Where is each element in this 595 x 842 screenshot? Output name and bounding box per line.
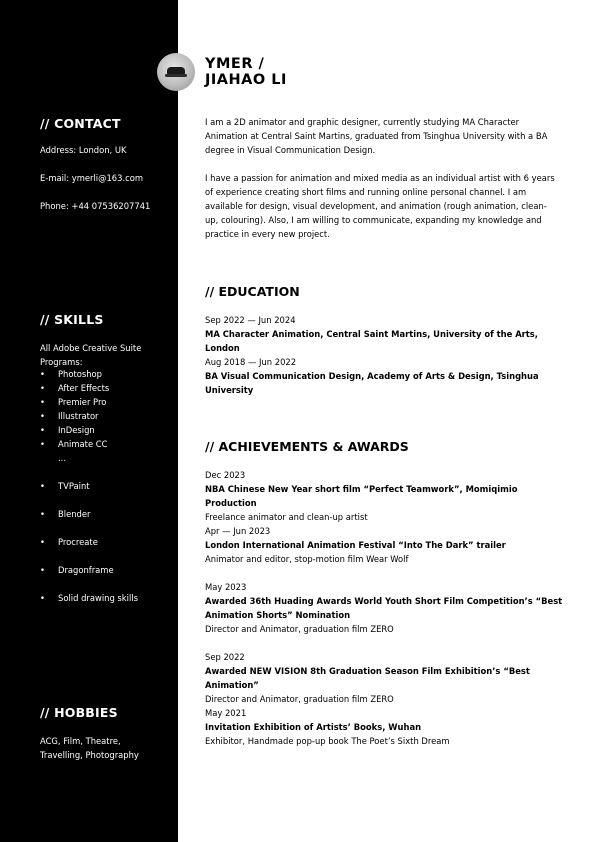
entry-role: Freelance animator and clean-up artist (205, 512, 368, 522)
entry-date: Dec 2023 (205, 470, 246, 480)
skills-list (40, 341, 175, 603)
education-entry (205, 313, 565, 355)
contact-email[interactable]: E-mail: ymerli@163.com (40, 173, 144, 183)
entry-title: MA Character Animation, Central Saint Martins, University of the Arts, London (205, 329, 538, 353)
page-title (205, 56, 287, 88)
skill-item: • Photoshop (40, 369, 103, 379)
hobbies-line2: Travelling, Photography (40, 750, 139, 760)
achievement-entry (205, 524, 565, 566)
entry-title: Awarded 36th Huading Awards World Youth Short Film Competition’s “Best Animation Shorts” Nomination (205, 596, 563, 620)
entry-date: Sep 2022 — Jun 2024 (205, 315, 296, 325)
skill-item: • Premier Pro (40, 397, 107, 407)
entry-date: Aug 2018 — Jun 2022 (205, 357, 297, 367)
entry-title: NBA Chinese New Year short film “Perfect Teamwork”, Momiqimio Production (205, 484, 518, 508)
hobbies-line1: ACG, Film, Theatre, (40, 736, 121, 746)
achievement-entry (205, 580, 565, 636)
hobbies-heading: // HOBBIES (40, 705, 118, 720)
skills-intro-line2: Programs: (40, 357, 83, 367)
entry-role: Animator and editor, stop-motion film Wear Wolf (205, 554, 409, 564)
entry-date: Apr — Jun 2023 (205, 526, 271, 536)
skills-intro-line1: All Adobe Creative Suite (40, 343, 142, 353)
education-heading: // EDUCATION (205, 284, 300, 299)
skill-item: • Blender (40, 509, 91, 519)
contact-address: Address: London, UK (40, 145, 127, 155)
achievements-heading: // ACHIEVEMENTS & AWARDS (205, 439, 409, 454)
about-paragraph-2: I have a passion for animation and mixed media as an individual artist with 6 years of experience creating short films and running online personal channel. I am available for design, visual development, and animation (rough animation, clean-up, colouring). Also, I am willing to communicate, expanding my knowledge and practice in every new project. (205, 173, 555, 239)
name-line2: JIAHAO LI (205, 72, 287, 88)
skill-item: • InDesign (40, 425, 95, 435)
achievement-entry (205, 468, 565, 524)
achievement-entry (205, 706, 565, 748)
skill-item: • Dragonframe (40, 565, 114, 575)
achievement-entry (205, 650, 565, 706)
entry-title: London International Animation Festival “Into The Dark” trailer (205, 540, 506, 550)
entry-title: Awarded NEW VISION 8th Graduation Season Film Exhibition’s “Best Animation” (205, 666, 530, 690)
contact-phone[interactable]: Phone: +44 07536207741 (40, 201, 151, 211)
skill-item: • Animate CC (40, 439, 108, 449)
skill-item: • Illustrator (40, 411, 99, 421)
skill-item: • Procreate (40, 537, 98, 547)
skill-item: • TVPaint (40, 481, 90, 491)
education-entry (205, 355, 565, 397)
about-paragraph-1: I am a 2D animator and graphic designer, currently studying MA Character Animation at Central Saint Martins, graduated from Tsinghua University with a BA degree in Visual Communication Design. (205, 117, 548, 155)
entry-date: Sep 2022 (205, 652, 245, 662)
hat-brim-icon (165, 74, 187, 77)
entry-date: May 2023 (205, 582, 247, 592)
avatar (157, 53, 195, 91)
entry-title: BA Visual Communication Design, Academy of Arts & Design, Tsinghua University (205, 371, 539, 395)
skill-item: • After Effects (40, 383, 110, 393)
skills-ellipsis: ... (58, 453, 66, 463)
entry-title: Invitation Exhibition of Artists’ Books, Wuhan (205, 722, 422, 732)
entry-role: Exhibitor, Handmade pop-up book The Poet’s Sixth Dream (205, 736, 450, 746)
entry-role: Director and Animator, graduation film ZERO (205, 624, 394, 634)
entry-role: Director and Animator, graduation film ZERO (205, 694, 394, 704)
skill-item: • Solid drawing skills (40, 593, 138, 603)
name-line1: YMER / (205, 56, 265, 72)
entry-date: May 2021 (205, 708, 247, 718)
skills-heading: // SKILLS (40, 312, 104, 327)
contact-heading: // CONTACT (40, 116, 121, 131)
sidebar (0, 0, 178, 842)
